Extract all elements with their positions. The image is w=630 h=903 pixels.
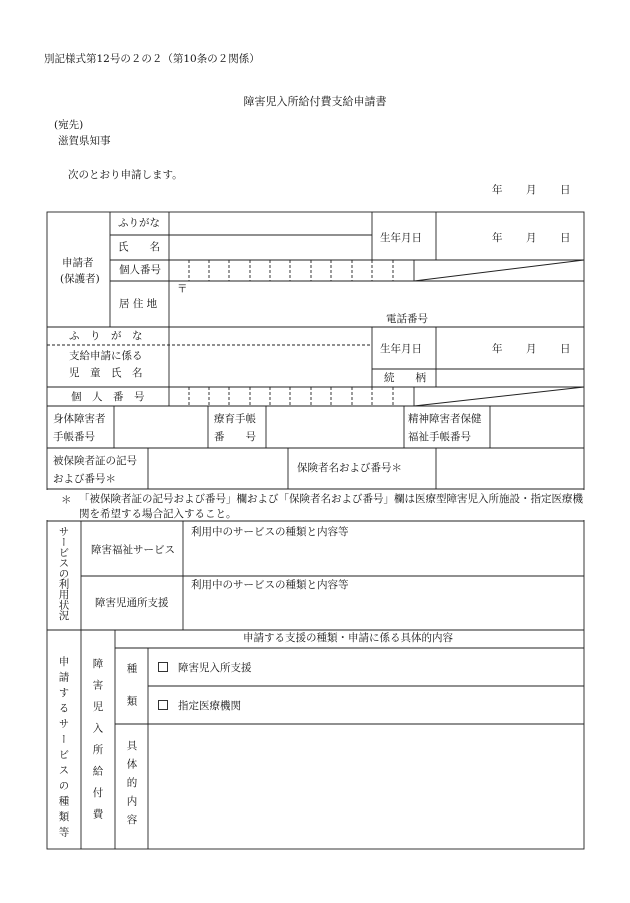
option-inpatient-support-label: 障害児入所支援: [178, 662, 252, 674]
page-title: 障害児入所給付費支給申請書: [243, 95, 387, 108]
child-birth-year: 年: [492, 343, 503, 355]
mental-handbook-label: 精神障害者保健: [408, 413, 482, 425]
applicant-furigana-label: ふりがな: [118, 217, 160, 229]
day-support-label: 障害児通所支援: [95, 597, 169, 609]
mental-handbook-label-2: 福祉手帳番号: [408, 431, 471, 443]
addressee: 滋賀県知事: [58, 135, 111, 147]
welfare-service-label: 障害福祉サービス: [91, 544, 175, 556]
applicant-address-label: 居 住 地: [119, 298, 158, 310]
applicant-birth-label: 生年月日: [380, 232, 422, 244]
day-support-content: 利用中のサービスの種類と内容等: [191, 579, 349, 591]
insurance-card-label: 被保険者証の記号: [53, 455, 137, 467]
date-year: 年: [492, 184, 503, 196]
note-mark: ＊: [61, 494, 72, 506]
insurance-card-label-2: および番号＊: [53, 473, 116, 485]
applicant-personal-number-label: 個人番号: [119, 264, 161, 276]
form-number: 別記様式第12号の２の２（第10条の２関係）: [44, 53, 260, 65]
applicant-phone-label: 電話番号: [386, 313, 428, 325]
applicant-birth-year: 年: [492, 232, 503, 244]
applicant-birth-day: 日: [560, 232, 571, 244]
addressee-label: (宛先): [54, 119, 84, 131]
detail-label: 具体的内容: [125, 740, 138, 833]
application-side-label: 申請するサービスの種類等: [57, 656, 70, 842]
option-designated-medical[interactable]: [158, 700, 241, 712]
child-personal-number-label: 個 人 番 号: [71, 391, 145, 403]
child-birth-day: 日: [560, 343, 571, 355]
physical-handbook-label-2: 手帳番号: [53, 431, 95, 443]
ryoiku-handbook-label-2: 番 号: [214, 431, 256, 443]
applicant-birth-month: 月: [526, 232, 537, 244]
date-day: 日: [560, 184, 571, 196]
child-birth-month: 月: [526, 343, 537, 355]
service-status-side-label: サービスの利用状況: [57, 526, 70, 621]
ryoiku-handbook-label: 療育手帳: [214, 413, 256, 425]
applicant-group-sublabel: (保護者): [60, 273, 100, 285]
date-month: 月: [526, 184, 537, 196]
kind-label: 種類: [125, 663, 138, 728]
welfare-service-content: 利用中のサービスの種類と内容等: [191, 526, 349, 538]
option-designated-medical-label: 指定医療機関: [178, 700, 241, 712]
application-header: 申請する支援の種類・申請に係る具体的内容: [243, 632, 453, 644]
child-name-label-2: 児 童 氏 名: [69, 367, 143, 379]
checkbox-designated-medical[interactable]: [158, 700, 168, 710]
intro-text: 次のとおり申請します。: [68, 169, 183, 181]
note-text: 「被保険者証の記号および番号」欄および「保険者名および番号」欄は医療型障害児入所施設・指定医療機関を希望する場合記入すること。: [79, 493, 583, 520]
insurer-label: 保険者名および番号＊: [297, 462, 402, 474]
option-inpatient-support[interactable]: [158, 662, 252, 674]
child-birth-label: 生年月日: [380, 343, 422, 355]
applicant-name-label: 氏 名: [118, 241, 160, 253]
postal-mark: 〒: [177, 283, 188, 295]
physical-handbook-label: 身体障害者: [53, 413, 106, 425]
benefit-label: 障害児入所給付費: [91, 658, 104, 830]
applicant-group-label: 申請者: [62, 257, 94, 269]
child-furigana-label: ふ り が な: [69, 330, 143, 342]
child-relation-label: 続 柄: [384, 372, 426, 384]
child-name-label: 支給申請に係る: [69, 350, 143, 362]
checkbox-inpatient-support[interactable]: [158, 662, 168, 672]
